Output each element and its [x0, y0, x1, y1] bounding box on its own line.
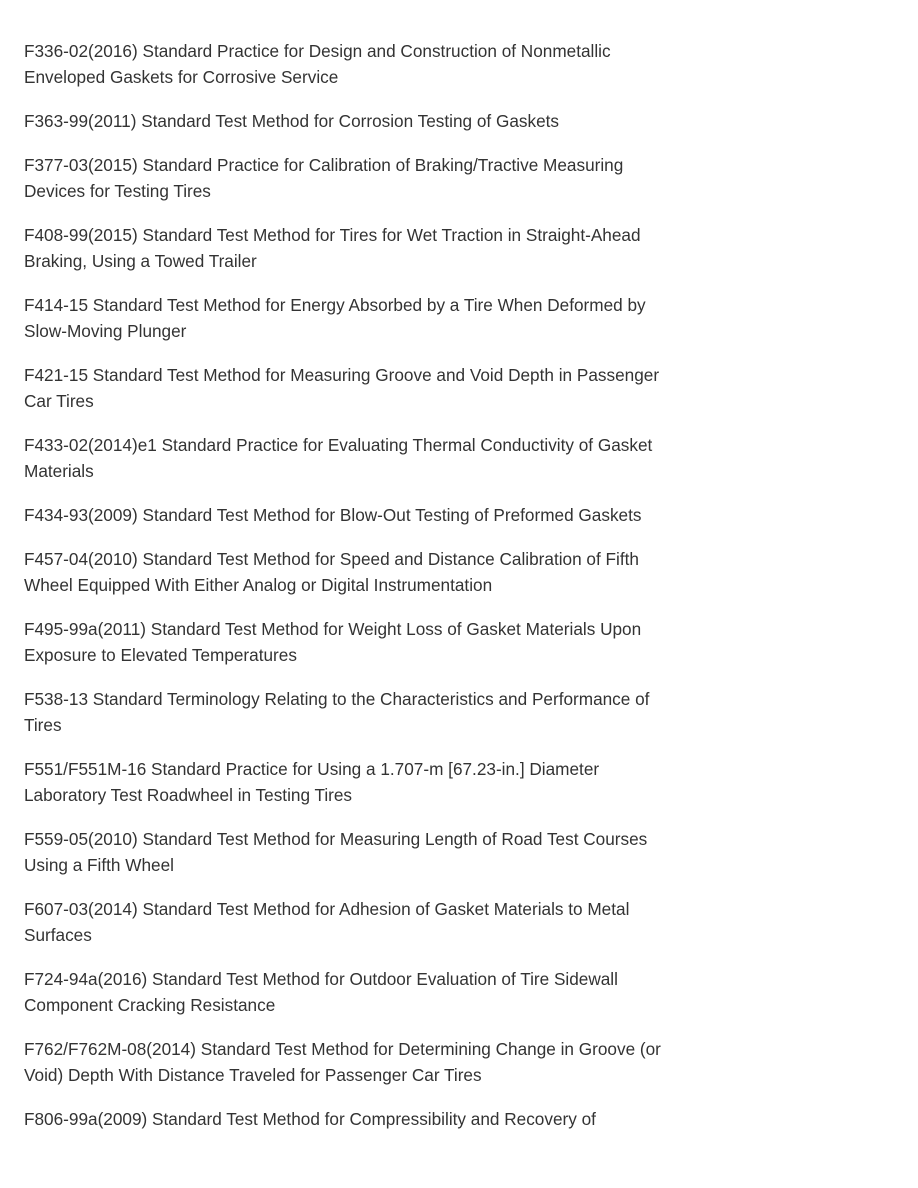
- standard-entry: F433-02(2014)e1 Standard Practice for Evaluating Thermal Conductivity of Gasket Materials: [24, 435, 653, 481]
- standard-entry: F559-05(2010) Standard Test Method for Measuring Length of Road Test Courses Using a Fifth Wheel: [24, 829, 648, 875]
- standard-entry: F495-99a(2011) Standard Test Method for Weight Loss of Gasket Materials Upon Exposure to Elevated Temperatures: [24, 619, 642, 665]
- standard-entry: F806-99a(2009) Standard Test Method for Compressibility and Recovery of: [24, 1109, 596, 1129]
- standard-entry: F363-99(2011) Standard Test Method for Corrosion Testing of Gaskets: [24, 111, 560, 131]
- standard-entry: F434-93(2009) Standard Test Method for Blow-Out Testing of Preformed Gaskets: [24, 505, 642, 525]
- standard-entry: F336-02(2016) Standard Practice for Design and Construction of Nonmetallic Enveloped Gaskets for Corrosive Service: [24, 41, 611, 87]
- standard-entry: F538-13 Standard Terminology Relating to the Characteristics and Performance of Tires: [24, 689, 650, 735]
- standard-entry: F724-94a(2016) Standard Test Method for Outdoor Evaluation of Tire Sidewall Component Cracking Resistance: [24, 969, 618, 1015]
- standard-entry: F377-03(2015) Standard Practice for Calibration of Braking/Tractive Measuring Devices for Testing Tires: [24, 155, 624, 201]
- standard-entry: F457-04(2010) Standard Test Method for Speed and Distance Calibration of Fifth Wheel Equipped With Either Analog or Digital Instrumentation: [24, 549, 639, 595]
- standard-entry: F414-15 Standard Test Method for Energy Absorbed by a Tire When Deformed by Slow-Moving Plunger: [24, 295, 646, 341]
- standard-entry: F421-15 Standard Test Method for Measuring Groove and Void Depth in Passenger Car Tires: [24, 365, 660, 411]
- standard-entry: F408-99(2015) Standard Test Method for Tires for Wet Traction in Straight-Ahead Braking, Using a Towed Trailer: [24, 225, 641, 271]
- standard-entry: F607-03(2014) Standard Test Method for Adhesion of Gasket Materials to Metal Surfaces: [24, 899, 630, 945]
- standard-entry: F762/F762M-08(2014) Standard Test Method for Determining Change in Groove (or Void) Depth With Distance Traveled for Passenger Car Tires: [24, 1039, 661, 1085]
- standard-entry: F551/F551M-16 Standard Practice for Using a 1.707-m [67.23-in.] Diameter Laboratory Test Roadwheel in Testing Tires: [24, 759, 600, 805]
- standards-list: [24, 38, 684, 1150]
